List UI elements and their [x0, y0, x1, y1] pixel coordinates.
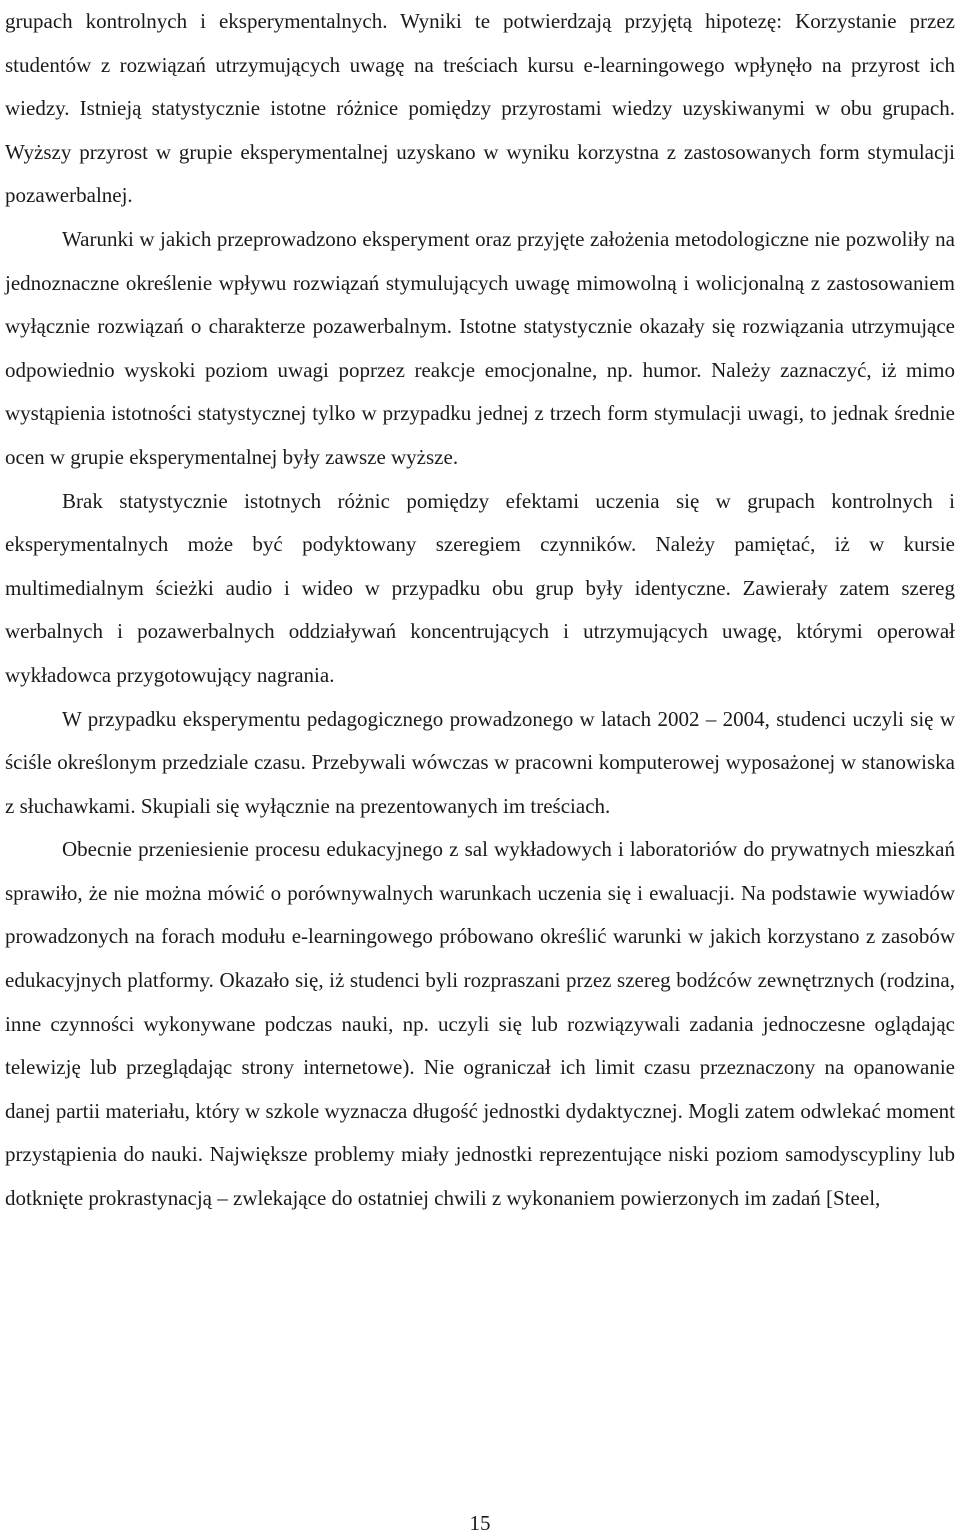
paragraph-continuation: grupach kontrolnych i eksperymentalnych. Wyniki te potwierdzają przyjętą hipotezę: Korzystanie przez studentów z rozwiązań utrzymujących uwagę na treściach kursu e-learningowego wpłynęło na przyrost ich wiedzy. Istnieją statystycznie istotne różnice pomiędzy przyrostami wiedzy uzyskiwanymi w obu grupach. Wyższy przyrost w grupie eksperymentalnej uzyskano w wyniku korzystna z zastosowanych form stymulacji pozawerbalnej.: [5, 9, 955, 208]
paragraph-eksperyment-2002: W przypadku eksperymentu pedagogicznego prowadzonego w latach 2002 – 2004, studenci uczyli się w ściśle określonym przedziale czasu. Przebywali wówczas w pracowni komputerowej wyposażonej w stanowiska z słuchawkami. Skupiali się wyłącznie na prezentowanych im treściach.: [5, 706, 955, 818]
paragraph-warunki: Warunki w jakich przeprowadzono eksperyment oraz przyjęte założenia metodologiczne nie pozwoliły na jednoznaczne określenie wpływu rozwiązań stymulujących uwagę mimowolną i wolicjonalną z zastosowaniem wyłącznie rozwiązań o charakterze pozawerbalnym. Istotne statystycznie okazały się rozwiązania utrzymujące odpowiednio wyskoki poziom uwagi poprzez reakcje emocjonalne, np. humor. Należy zaznaczyć, iż mimo wystąpienia istotności statystycznej tylko w przypadku jednej z trzech form stymulacji uwagi, to jednak średnie ocen w grupie eksperymentalnej były zawsze wyższe.: [5, 226, 955, 469]
paragraph-brak-roznic: Brak statystycznie istotnych różnic pomiędzy efektami uczenia się w grupach kontrolnych i eksperymentalnych może być podyktowany szeregiem czynników. Należy pamiętać, iż w kursie multimedialnym ścieżki audio i wideo w przypadku obu grup były identyczne. Zawierały zatem szereg werbalnych i pozawerbalnych oddziaływań koncentrujących i utrzymujących uwagę, którymi operował wykładowca przygotowujący nagrania.: [5, 488, 955, 687]
document-body: [5, 0, 955, 1221]
page-number: 15: [469, 1511, 491, 1535]
paragraph-obecnie: Obecnie przeniesienie procesu edukacyjnego z sal wykładowych i laboratoriów do prywatnych mieszkań sprawiło, że nie można mówić o porównywalnych warunkach uczenia się i ewaluacji. Na podstawie wywiadów prowadzonych na forach modułu e-learningowego próbowano określić warunki w jakich korzystano z zasobów edukacyjnych platformy. Okazało się, iż studenci byli rozpraszani przez szereg bodźców zewnętrznych (rodzina, inne czynności wykonywane podczas nauki, np. uczyli się lub rozwiązywali zadania jednoczesne oglądając telewizję lub przeglądając strony internetowe). Nie ograniczał ich limit czasu przeznaczony na opanowanie danej partii materiału, który w szkole wyznacza długość jednostki dydaktycznej. Mogli zatem odwlekać moment przystąpienia do nauki. Największe problemy miały jednostki reprezentujące niski poziom samodyscypliny lub dotknięte prokrastynacją – zwlekające do ostatniej chwili z wykonaniem powierzonych im zadań [Steel,: [5, 837, 955, 1211]
